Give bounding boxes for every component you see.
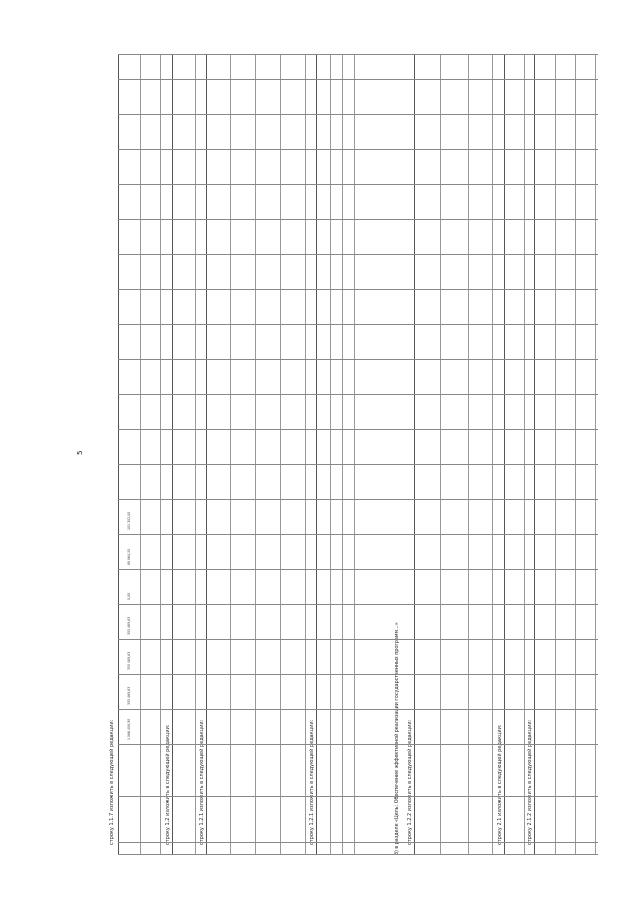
column-line [118, 80, 598, 81]
column-line [118, 640, 598, 641]
table-row [305, 55, 306, 855]
column-line [118, 855, 598, 856]
column-line [118, 675, 598, 676]
caption-row-117: строку 1.1.7 изложить в следующей редакции: [109, 719, 115, 845]
caption-row-121: строку 1.2.1 изложить в следующей редакции: [199, 719, 205, 845]
section-divider [316, 55, 317, 855]
column-line [118, 745, 598, 746]
table-row [280, 55, 281, 855]
column-line [118, 395, 598, 396]
column-line [118, 185, 598, 186]
section-divider [172, 55, 173, 855]
table-row [330, 55, 331, 855]
section-divider [118, 55, 119, 855]
table-row [160, 55, 161, 855]
table-row [468, 55, 469, 855]
table-row [575, 55, 576, 855]
column-line [118, 290, 598, 291]
table-row [230, 55, 231, 855]
section-divider [534, 55, 535, 855]
column-line [118, 797, 598, 798]
caption-row-12: строку 1.2 изложить в следующей редакции: [165, 724, 171, 845]
caption-row-121b: строку 1.2.1 изложить в следующей редакции: [309, 719, 315, 845]
caption-row-total: строку 1.2.2 изложить в следующей редакции: [407, 719, 413, 845]
table-row [195, 55, 196, 855]
column-line [118, 535, 598, 536]
column-line [118, 150, 598, 151]
cell-value: 355 469,63 [127, 651, 131, 670]
caption-long: б) в разделе «Цель: Обеспечение эффективной реализации государственных программ...» [395, 622, 400, 855]
column-line [118, 500, 598, 501]
page-number: 5 [76, 450, 84, 455]
column-line [118, 843, 598, 844]
column-line [118, 255, 598, 256]
column-line [118, 710, 598, 711]
table-row [595, 55, 596, 855]
cell-value: 355 469,63 [127, 616, 131, 635]
column-line [118, 220, 598, 221]
column-line [118, 325, 598, 326]
cell-value: 0,00 [127, 592, 131, 600]
cell-value: 355 469,63 [127, 686, 131, 705]
section-divider [206, 55, 207, 855]
column-line [118, 465, 598, 466]
table-row [140, 55, 141, 855]
table-row [354, 55, 355, 855]
table-row [440, 55, 441, 855]
caption-row-last: строку 2.1.2 изложить в следующей редакции: [527, 719, 533, 845]
cell-value: 101 302,00 [127, 511, 131, 530]
column-line [118, 115, 598, 116]
table-row [524, 55, 525, 855]
column-line [118, 570, 598, 571]
table-row [342, 55, 343, 855]
table-row [255, 55, 256, 855]
caption-row-2: строку 2.1 изложить в следующей редакции: [497, 724, 503, 845]
column-line [118, 360, 598, 361]
section-divider [414, 55, 415, 855]
column-line [118, 430, 598, 431]
table-row [492, 55, 493, 855]
cell-value: 88 864,50 [127, 548, 131, 565]
section-divider [504, 55, 505, 855]
column-line [118, 605, 598, 606]
cell-value: 1 066 408,90 [127, 718, 131, 740]
table-row [555, 55, 556, 855]
column-line [118, 55, 598, 56]
